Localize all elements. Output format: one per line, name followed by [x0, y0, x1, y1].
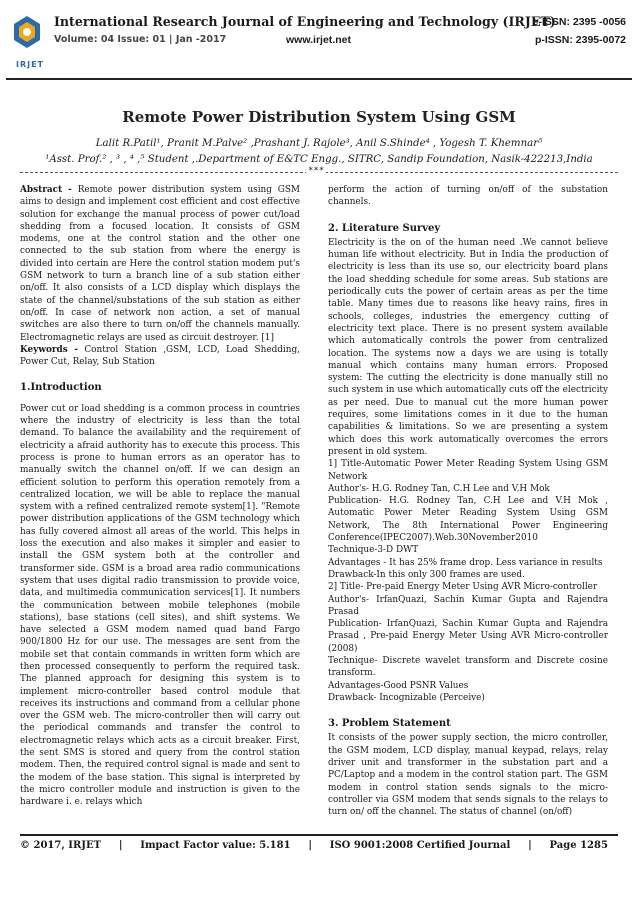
- page-footer: [20, 840, 618, 851]
- irjet-logo-icon: [10, 14, 44, 52]
- abstract-label: Abstract -: [20, 185, 72, 195]
- abstract-text: Remote power distribution system using GSM aims to design and implement cost efficient and cost effective solution for exchange the manual process of power cut/load shedding from a focused location. It consists of GSM modems, one at the control station and the other one connected to the sub station from where the energy is divided into certain are Here the control station modem put's GSM network to turn a branch line of a sub station either on/off. It also consists of a LCD display which displays the state of the channel/substations of the sub station as either on/off. In case of network non action, a set of manual switches are also there to turn on/off the channels manually. Electromagnetic relays are used as circuit destroyer. [1]: [20, 185, 301, 343]
- introduction-heading: 1.Introduction: [20, 382, 102, 394]
- ref2-publication: Publication- IrfanQuazi, Sachin Kumar Gupta and Rajendra Prasad , Pre-paid Energy Meter Using AVR Micro-controller (2008): [328, 619, 608, 654]
- footer-copyright: © 2017, IRJET: [20, 840, 102, 851]
- keywords: [20, 344, 300, 369]
- p-issn: p-ISSN: 2395-0072: [534, 34, 626, 46]
- header-rule: [6, 78, 632, 80]
- footer-rule: [20, 834, 618, 836]
- problem-statement-text: It consists of the power supply section, the micro controller, the GSM modem, LCD display, manual keypad, relays, relay driver unit and transformer in the substation part and a PC/Laptop and a modem in the control station part. The GSM modem in control station sends signals to the micro-controller via GSM modem that sends signals to the relays to turn on/ off the channel. The status of channel (on/off): [328, 733, 608, 818]
- left-column: [20, 184, 300, 809]
- ref1-drawback: Drawback-In this only 300 frames are used.: [328, 569, 525, 580]
- literature-survey-text: Electricity is the on of the human need .We cannot believe human life without electricity. But in India the production of electricity is less than its use so, our electricity board plans the load shedding schedule for some areas. Sub stations are periodically cuts the power of certain areas as per the time table. Many times due to reasons like heavy rains, fires in schools, colleges, industries the emergency cutting of electricity text place. There is no present system available which automatically controls the power from centralized location. The systems now a days we are using is totally manual which contains many human errors. Proposed system: The cutting the electricity is done manually still no such system in use which automatically cuts off the electricity as per need. Due to manual cut the more human power requires, some limitations comes in it due to the human capabilities & limitations. So we are presenting a system which does this work automatically overcomes the errors present in old system.: [328, 237, 608, 457]
- paper-affiliation: ¹Asst. Prof.² , ³ , ⁴ ,⁵ Student ,.Department of E&TC Engg., SITRC, Sandip Foundation, Nasik-422213,India: [45, 154, 593, 165]
- footer-iso: ISO 9001:2008 Certified Journal: [329, 840, 511, 851]
- footer-separator: |: [528, 840, 532, 851]
- ref2-title: 2] Title- Pre-paid Energy Meter Using AVR Micro-controller: [328, 582, 598, 593]
- ref2-advantages: Advantages-Good PSNR Values: [328, 680, 469, 691]
- keywords-text: Control Station ,GSM, LCD, Load Shedding, Power Cut, Relay, Sub Station: [20, 344, 300, 368]
- footer-impact-factor: Impact Factor value: 5.181: [140, 840, 291, 851]
- ref1-technique: Technique-3-D DWT: [328, 545, 419, 556]
- ref2-drawback: Drawback- Incognizable (Perceive): [328, 692, 485, 703]
- ref1-author: Author's- H.G. Rodney Tan, C.H Lee and V.H Mok: [328, 483, 550, 494]
- ref1-advantages: Advantages - It has 25% frame drop. Less variance in results: [328, 557, 603, 568]
- footer-page-number: Page 1285: [549, 840, 608, 851]
- e-issn: e-ISSN: 2395 -0056: [532, 16, 626, 28]
- literature-survey-heading: 2. Literature Survey: [328, 222, 441, 234]
- problem-statement-heading: 3. Problem Statement: [328, 718, 451, 730]
- ref2-technique: Technique- Discrete wavelet transform and Discrete cosine transform.: [328, 655, 608, 679]
- paper-authors: Lalit R.Patil¹, Pranit M.Palve² ,Prashant J. Rajole³, Anil S.Shinde⁴ , Yogesh T. Khemnar⁵: [95, 138, 543, 149]
- logo-text: IRJET: [15, 60, 45, 69]
- introduction-text: Power cut or load shedding is a common process in countries where the industry of electricity is less than the total demand. To balance the availability and the requirement of electricity a afraid authority has to execute this process. This process is prone to human errors as an operator has to manually switch the channel on/off. If we can design an efficient solution to perform this operation remotely from a centralized location, we will be able to replace the manual system with a refined centralized remote system[1]. "Remote power distribution applications of the GSM technology which has fully covered almost all areas of the world. This helps in loss the execution and also makes it simpler and easier to install the GSM system both at the controller and transformer side. GSM is a broad area radio communications system that uses digital radio transmission to provide voice, data, and multimedia communication services[1]. It numbers the communication between mobile telephones (mobile stations), base stations (cell sites), and shift systems. We have selected a GSM modem named quad band Fargo 900/1800 Hz for our use. The messages are sent from the mobile set that contain commands in written form which are then processed consequently to perform the required task. The planned approach for designing this system is to implement micro-controller based control module that receives its instructions and command from a cellular phone over the GSM web. The micro-controller then will carry out the periodical commands and transfer the control to electromagnetic relays which acts as a circuit breaker. First, the sent SMS is stored and query from the control station modem. Then, the required control signal is made and sent to the modem of the base station. This signal is interpreted by the micro controller module and instruction is given to the hardware i. e. relays which: [20, 403, 300, 808]
- abstract: [20, 184, 300, 344]
- journal-title: International Research Journal of Engineering and Technology (IRJET): [54, 14, 556, 29]
- ref1-title: 1] Title-Automatic Power Meter Reading System Using GSM Network: [328, 459, 608, 482]
- volume-issue: Volume: 04 Issue: 01 | Jan -2017: [54, 34, 227, 45]
- right-column: [328, 184, 608, 819]
- journal-website-link[interactable]: www.irjet.net: [286, 34, 351, 46]
- journal-header: [6, 10, 632, 80]
- continued-text: perform the action of turning on/off of the substation channels.: [328, 185, 608, 208]
- ref1-publication: Publication- H.G. Rodney Tan, C.H Lee and V.H Mok , Automatic Power Meter Reading System Using GSM Network, The 8th International Power Engineering Conference(IPEC2007).Web.30November2010: [328, 496, 608, 544]
- ref2-author: Author's- IrfanQuazi, Sachin Kumar Gupta and Rajendra Prasad: [328, 594, 608, 617]
- footer-separator: |: [308, 840, 312, 851]
- footer-separator: |: [118, 840, 123, 851]
- divider-marker: ***: [308, 166, 325, 176]
- keywords-label: Keywords -: [20, 344, 79, 355]
- paper-title: Remote Power Distribution System Using GSM: [122, 108, 516, 126]
